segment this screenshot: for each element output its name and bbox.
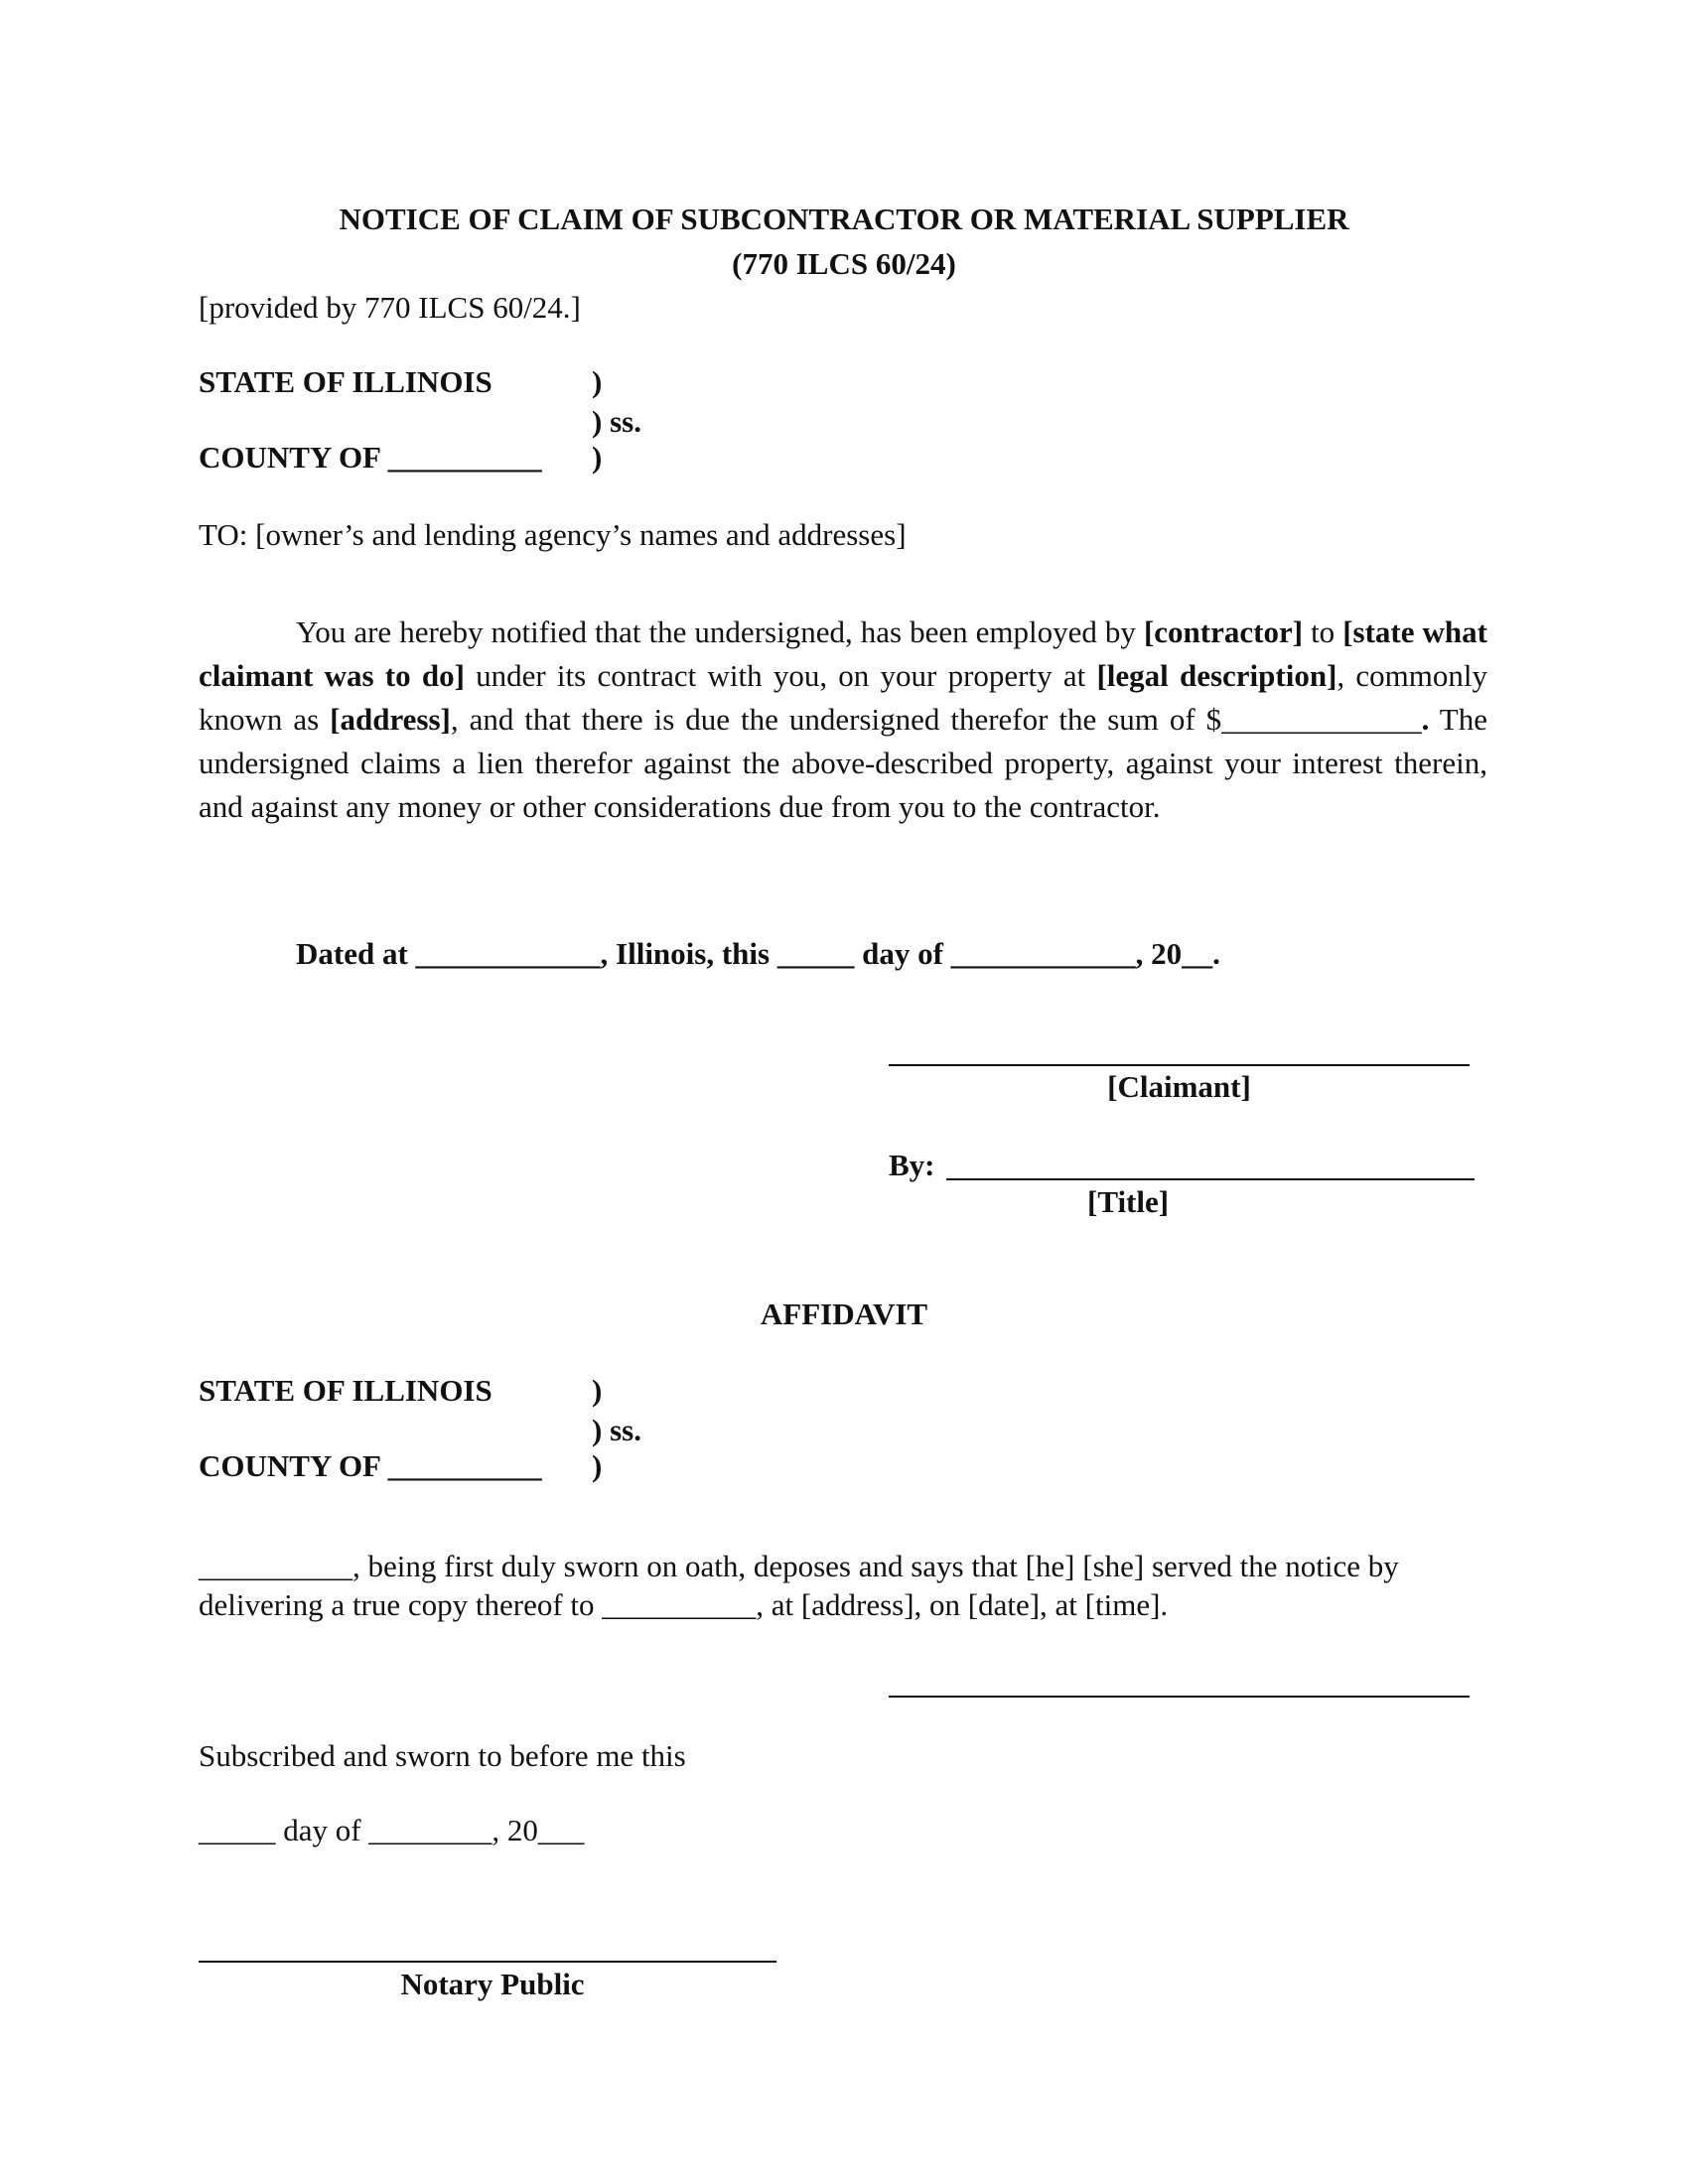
notice-text: You are hereby notified that the undersigned, has been employed by: [296, 614, 1144, 649]
claimant-task-placeholder: [state what claimant was to do]: [199, 614, 1487, 693]
venue-ss: ) ss.: [592, 1413, 641, 1447]
notice-text: to: [1303, 614, 1343, 649]
contractor-placeholder: [contractor]: [1143, 614, 1304, 649]
affiant-signature-line: [889, 1696, 1470, 1698]
recipient-line: TO: [owner’s and lending agency’s names and addresses]: [199, 517, 907, 552]
affidavit-heading: AFFIDAVIT: [760, 1297, 928, 1331]
venue-paren: ): [592, 1448, 603, 1483]
document-title: NOTICE OF CLAIM OF SUBCONTRACTOR OR MATERIAL SUPPLIER: [339, 202, 1349, 236]
by-label: By:: [889, 1148, 935, 1182]
claimant-signature-line: [889, 1064, 1470, 1066]
venue-ss: ) ss.: [592, 404, 641, 439]
address-placeholder: [address]: [330, 702, 451, 737]
notice-text: under its contract with you, on your property at: [464, 658, 1097, 693]
notice-period: .: [1421, 702, 1430, 737]
venue-state: STATE OF ILLINOIS: [199, 1373, 492, 1408]
venue-county: COUNTY OF __________: [199, 1448, 542, 1483]
venue-state: STATE OF ILLINOIS: [199, 364, 492, 399]
title-label: [Title]: [1087, 1184, 1170, 1219]
notice-paragraph: [199, 611, 1487, 829]
by-signature-line: [946, 1178, 1475, 1180]
legal-description-placeholder: [legal description]: [1096, 658, 1337, 693]
dated-line: Dated at ____________, Illinois, this _____ day of ____________, 20__.: [296, 936, 1220, 971]
notary-date-line: _____ day of ________, 20___: [199, 1813, 585, 1847]
notice-text: , and that there is due the undersigned therefor the sum of $_____________: [450, 702, 1422, 737]
document-statute: (770 ILCS 60/24): [732, 246, 956, 281]
affidavit-body: __________, being first duly sworn on oath, deposes and says that [he] [she] served the notice by delivering a true copy thereof to __________, at [address], on [date], at [time].: [199, 1549, 1399, 1622]
venue-paren: ): [592, 364, 603, 399]
claimant-label: [Claimant]: [1107, 1069, 1251, 1104]
subscribed-line: Subscribed and sworn to before me this: [199, 1738, 686, 1773]
venue-paren: ): [592, 1373, 603, 1408]
provided-by-note: [provided by 770 ILCS 60/24.]: [199, 290, 581, 325]
venue-paren: ): [592, 440, 603, 475]
notice-text: The undersigned claims a lien therefor against the above-described property, against your interest therein, and against any money or other considerations due from you to the contractor.: [199, 702, 1488, 824]
notary-label: Notary Public: [400, 1967, 585, 2001]
notary-signature-line: [199, 1961, 776, 1963]
venue-county: COUNTY OF __________: [199, 440, 542, 475]
notice-text: , commonly known as: [199, 658, 1487, 737]
